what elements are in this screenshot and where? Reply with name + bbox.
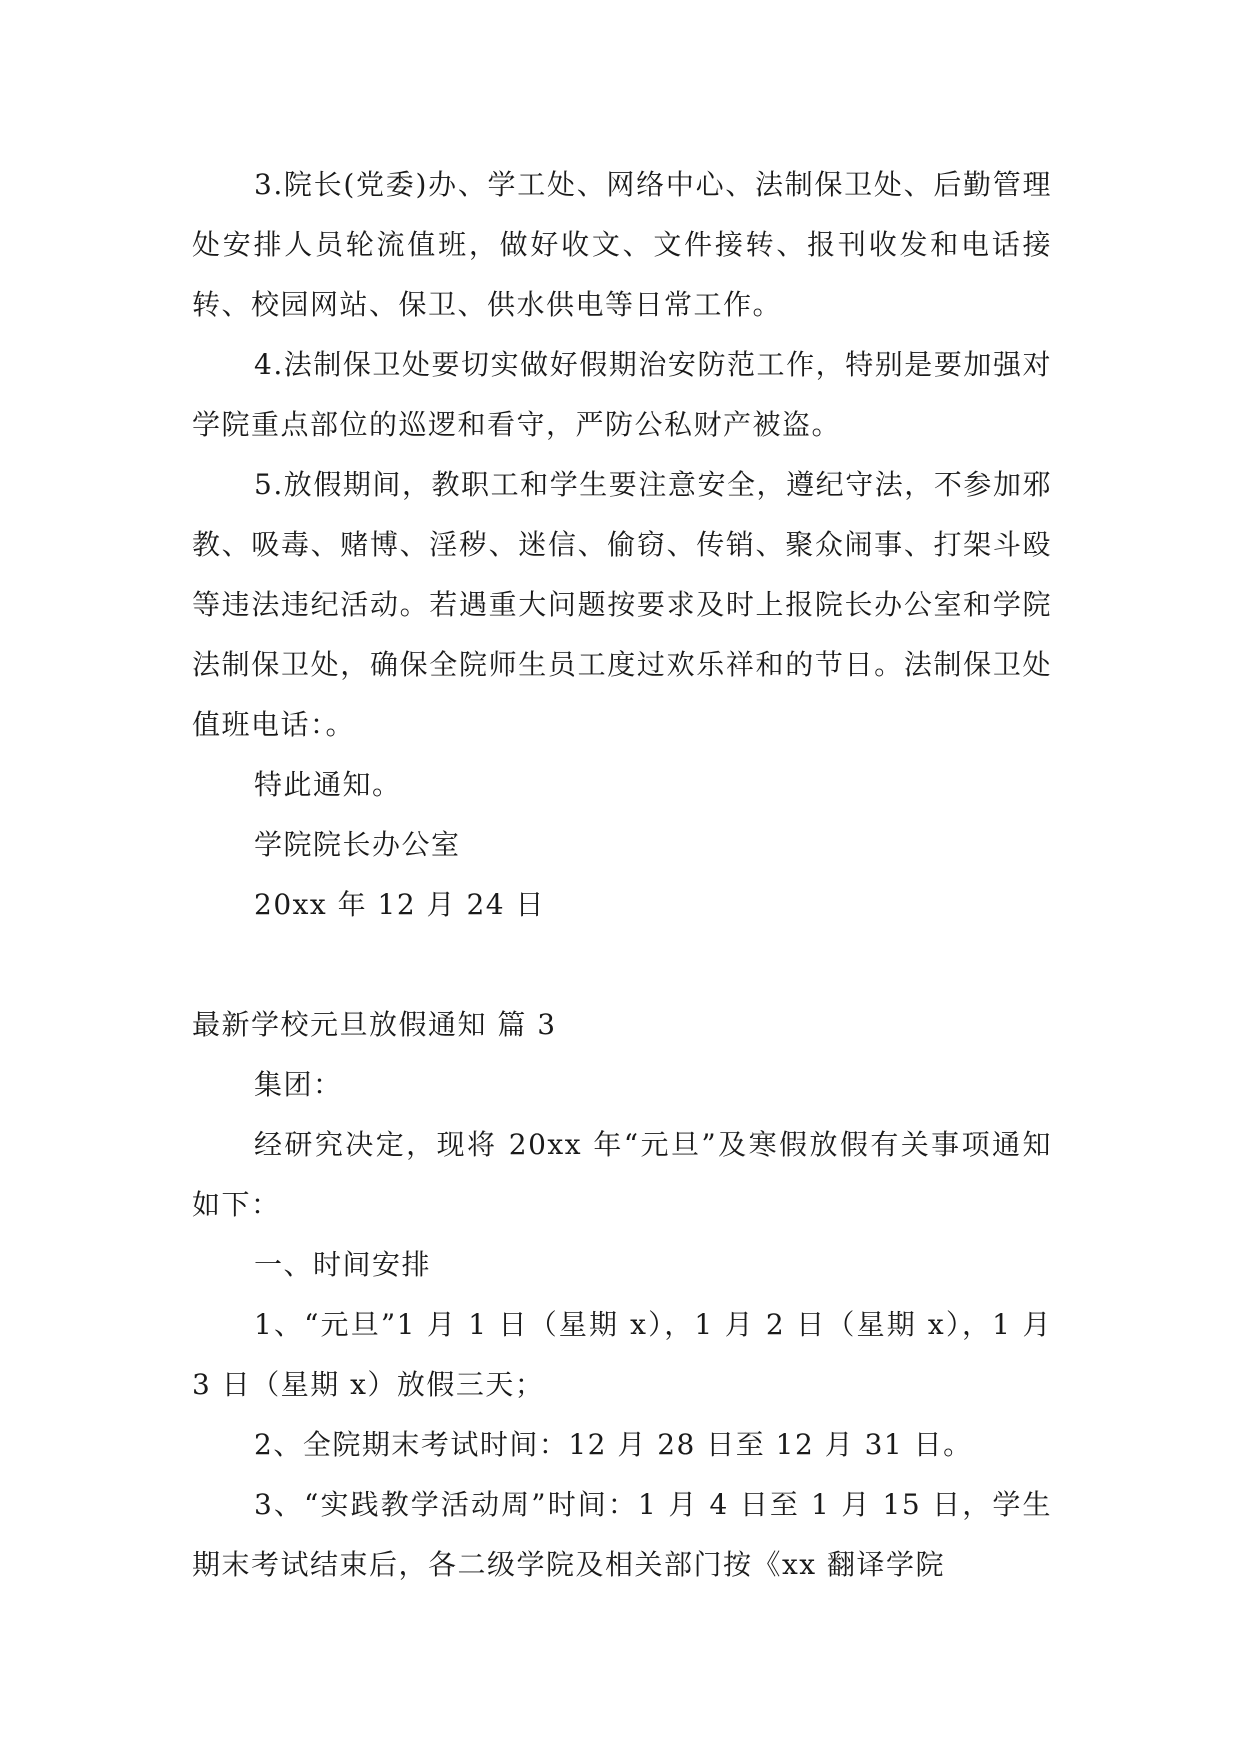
paragraph-new-year-holiday: 1、“元旦”1 月 1 日（星期 x），1 月 2 日（星期 x），1 月 3 日（星期 x）放假三天； xyxy=(192,1308,1052,1401)
issue-date: 20xx 年 12 月 24 日 xyxy=(254,888,545,921)
document-page xyxy=(192,155,1052,1595)
paragraph-safety-notice: 5.放假期间，教职工和学生要注意安全，遵纪守法，不参加邪教、吸毒、赌博、淫秽、迷信、偷窃、传销、聚众闹事、打架斗殴等违法违纪活动。若遇重大问题按要求及时上报院长办公室和学院法制保卫处，确保全院师生员工度过欢乐祥和的节日。法制保卫处值班电话：。 xyxy=(192,468,1052,741)
paragraph-intro: 经研究决定，现将 20xx 年“元旦”及寒假放假有关事项通知如下： xyxy=(192,1128,1052,1221)
subheading-schedule: 一、时间安排 xyxy=(254,1248,432,1281)
paragraph-security-work: 4.法制保卫处要切实做好假期治安防范工作，特别是要加强对学院重点部位的巡逻和看守，严防公私财产被盗。 xyxy=(192,348,1052,441)
salutation: 集团： xyxy=(254,1068,343,1101)
paragraph-duty-arrangement: 3.院长(党委)办、学工处、网络中心、法制保卫处、后勤管理处安排人员轮流值班，做好收文、文件接转、报刊收发和电话接转、校园网站、保卫、供水供电等日常工作。 xyxy=(192,168,1052,321)
paragraph-practice-week: 3、“实践教学活动周”时间：1 月 4 日至 1 月 15 日，学生期末考试结束后，各二级学院及相关部门按《xx 翻译学院 xyxy=(192,1488,1052,1581)
section-heading: 最新学校元旦放假通知 篇 3 xyxy=(192,1008,557,1041)
issuer-office: 学院院长办公室 xyxy=(254,828,461,861)
paragraph-exam-time: 2、全院期末考试时间：12 月 28 日至 12 月 31 日。 xyxy=(254,1428,973,1461)
closing-notice: 特此通知。 xyxy=(254,768,402,801)
